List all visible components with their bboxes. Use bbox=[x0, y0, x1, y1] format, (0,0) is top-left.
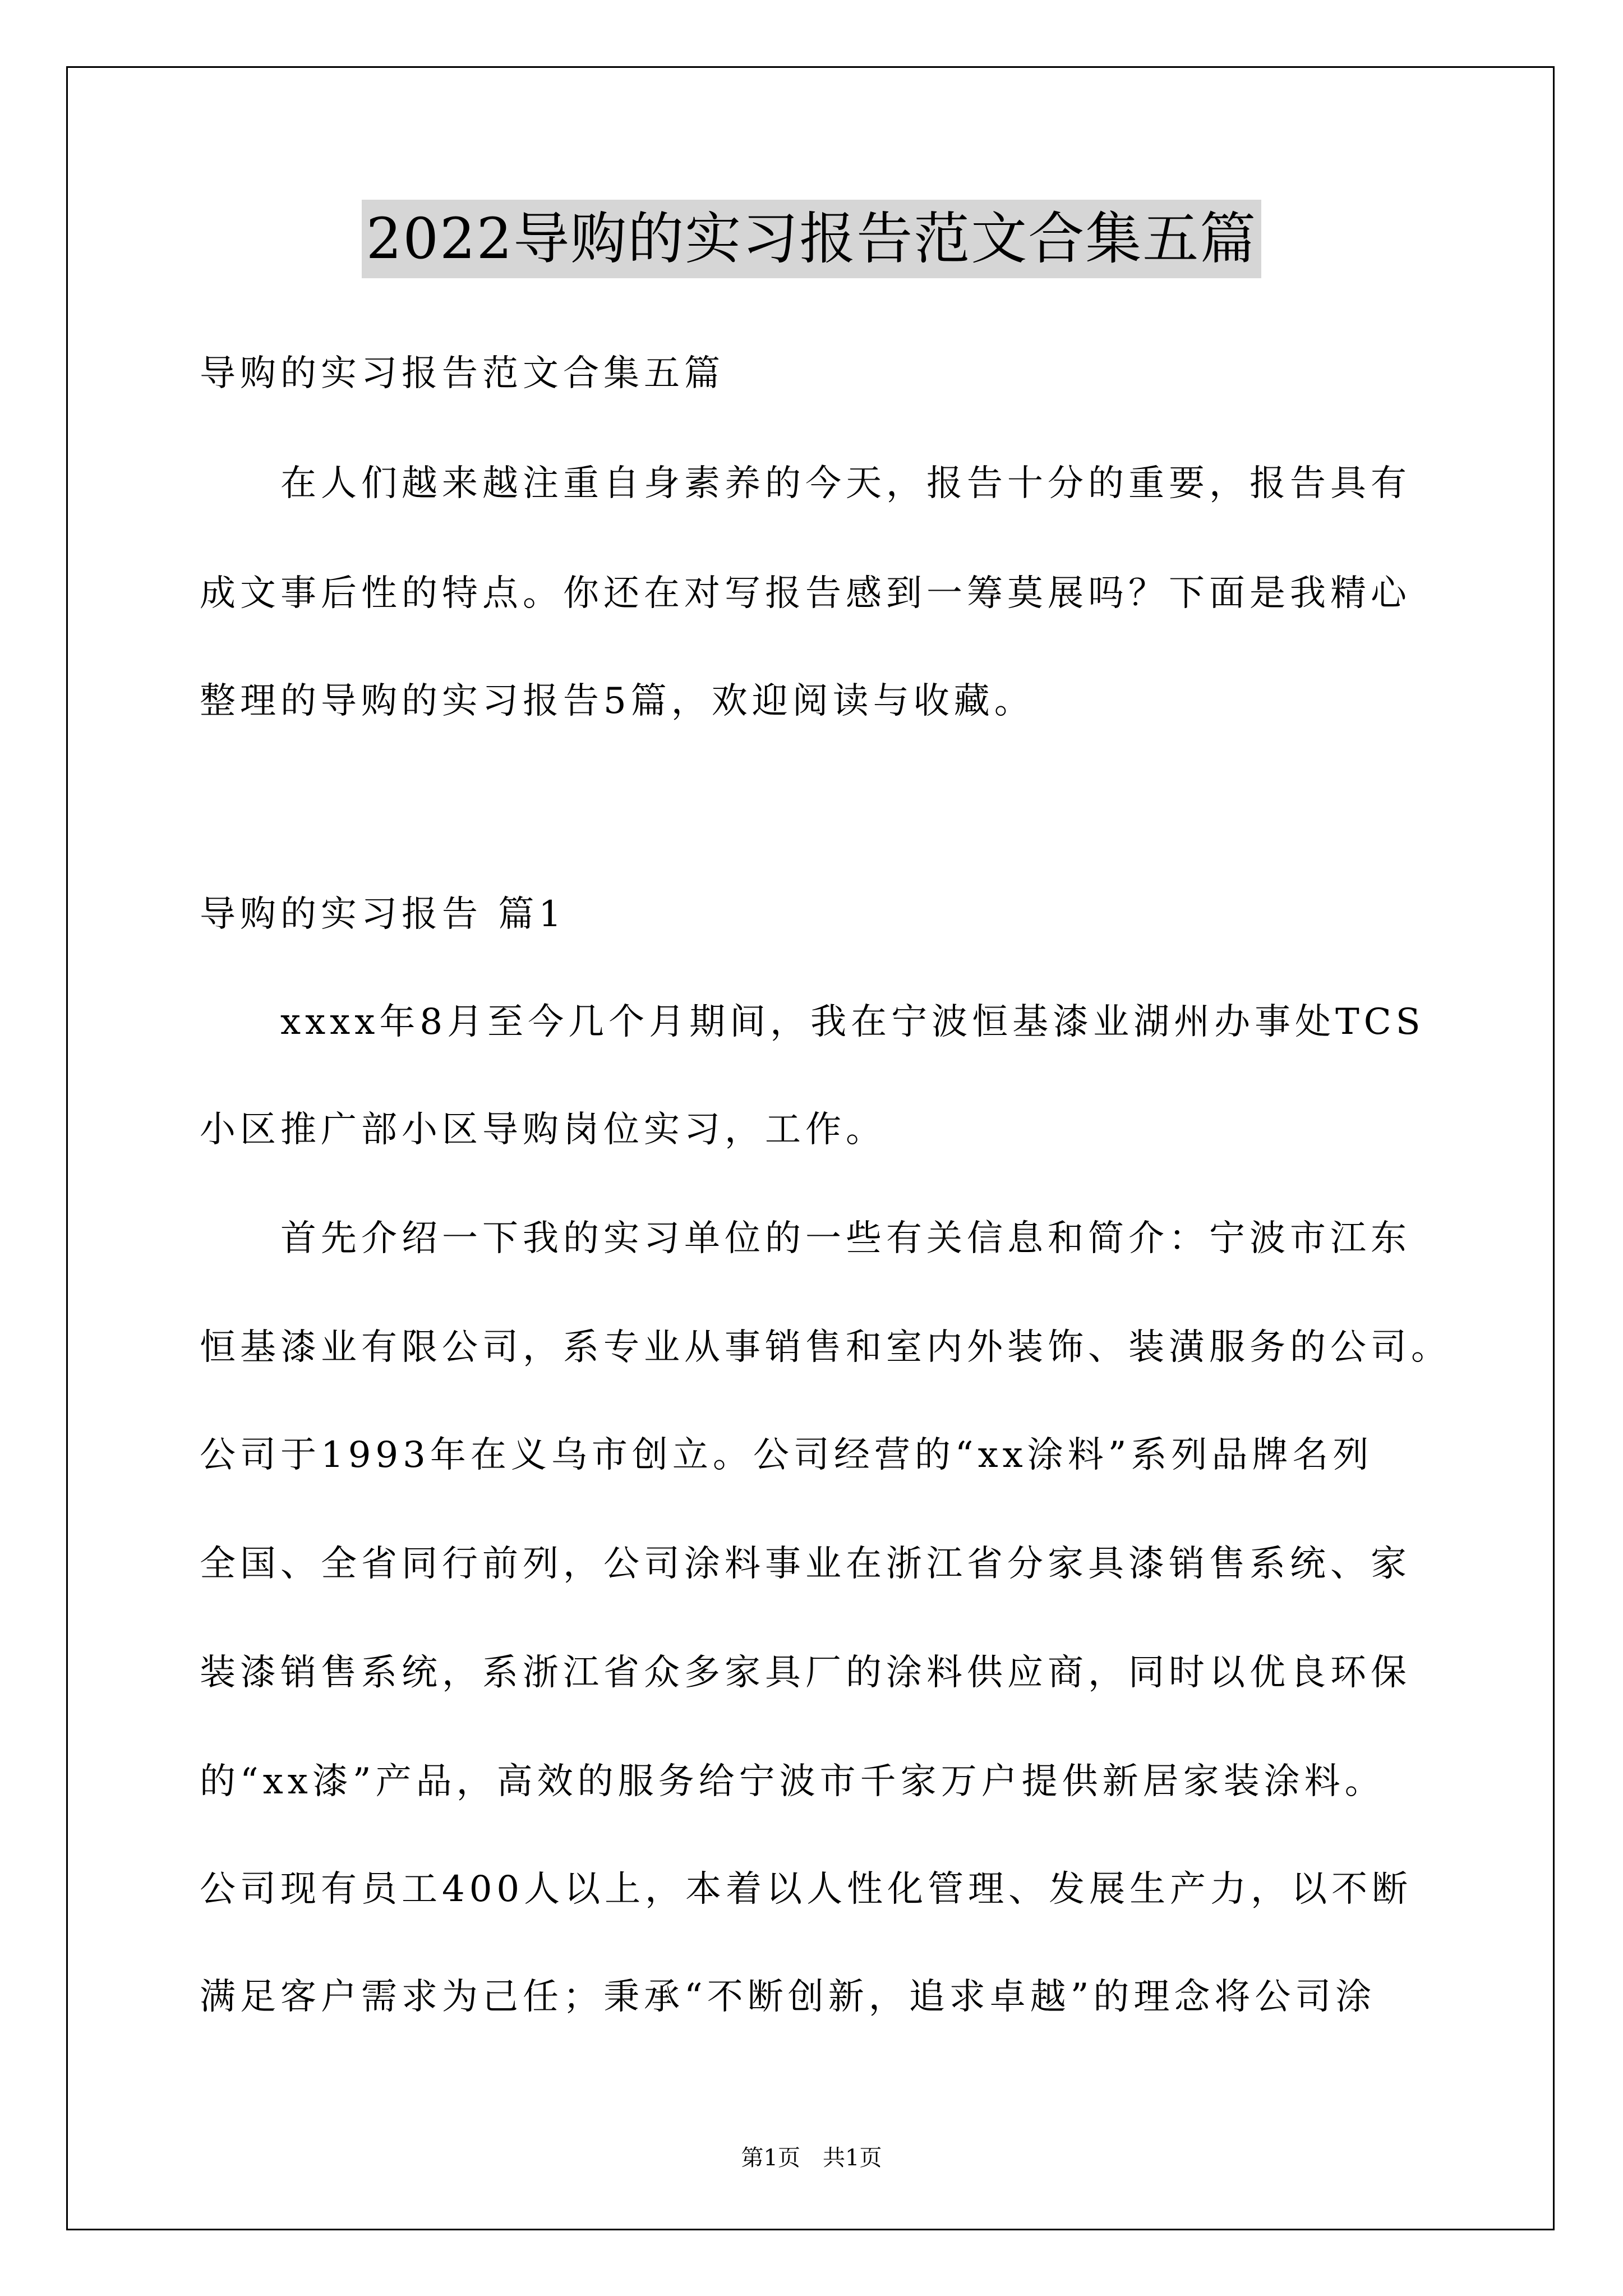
title-container bbox=[0, 200, 1623, 278]
body-line: 成文事后性的特点。你还在对写报告感到一筹莫展吗？下面是我精心 bbox=[200, 573, 1411, 614]
body-line: 的“xx漆”产品，高效的服务给宁波市千家万户提供新居家装涂料。 bbox=[200, 1761, 1385, 1802]
body-line: 装漆销售系统，系浙江省众多家具厂的涂料供应商，同时以优良环保 bbox=[200, 1652, 1411, 1694]
body-line: 全国、全省同行前列，公司涂料事业在浙江省分家具漆销售系统、家 bbox=[200, 1543, 1411, 1585]
body-line: 整理的导购的实习报告5篇，欢迎阅读与收藏。 bbox=[200, 680, 1035, 722]
body-line: 满足客户需求为己任；秉承“不断创新，追求卓越”的理念将公司涂 bbox=[200, 1976, 1376, 2018]
body-line: xxxx年8月至今几个月期间，我在宁波恒基漆业湖州办事处TCS bbox=[200, 1001, 1425, 1043]
body-line: 在人们越来越注重自身素养的今天，报告十分的重要，报告具有 bbox=[200, 463, 1411, 504]
body-line: 首先介绍一下我的实习单位的一些有关信息和简介：宁波市江东 bbox=[200, 1218, 1411, 1259]
document-title: 2022导购的实习报告范文合集五篇 bbox=[362, 200, 1262, 278]
body-line: 小区推广部小区导购岗位实习，工作。 bbox=[200, 1109, 886, 1151]
body-line: 公司现有员工400人以上，本着以人性化管理、发展生产力，以不断 bbox=[200, 1869, 1413, 1910]
body-line: 恒基漆业有限公司，系专业从事销售和室内外装饰、装潢服务的公司。 bbox=[200, 1327, 1451, 1368]
page-footer: 第1页 共1页 bbox=[741, 2145, 882, 2171]
section-heading: 导购的实习报告 篇1 bbox=[200, 894, 566, 935]
document-subtitle: 导购的实习报告范文合集五篇 bbox=[200, 353, 725, 394]
body-line: 公司于1993年在义乌市创立。公司经营的“xx涂料”系列品牌名列 bbox=[200, 1434, 1373, 1476]
